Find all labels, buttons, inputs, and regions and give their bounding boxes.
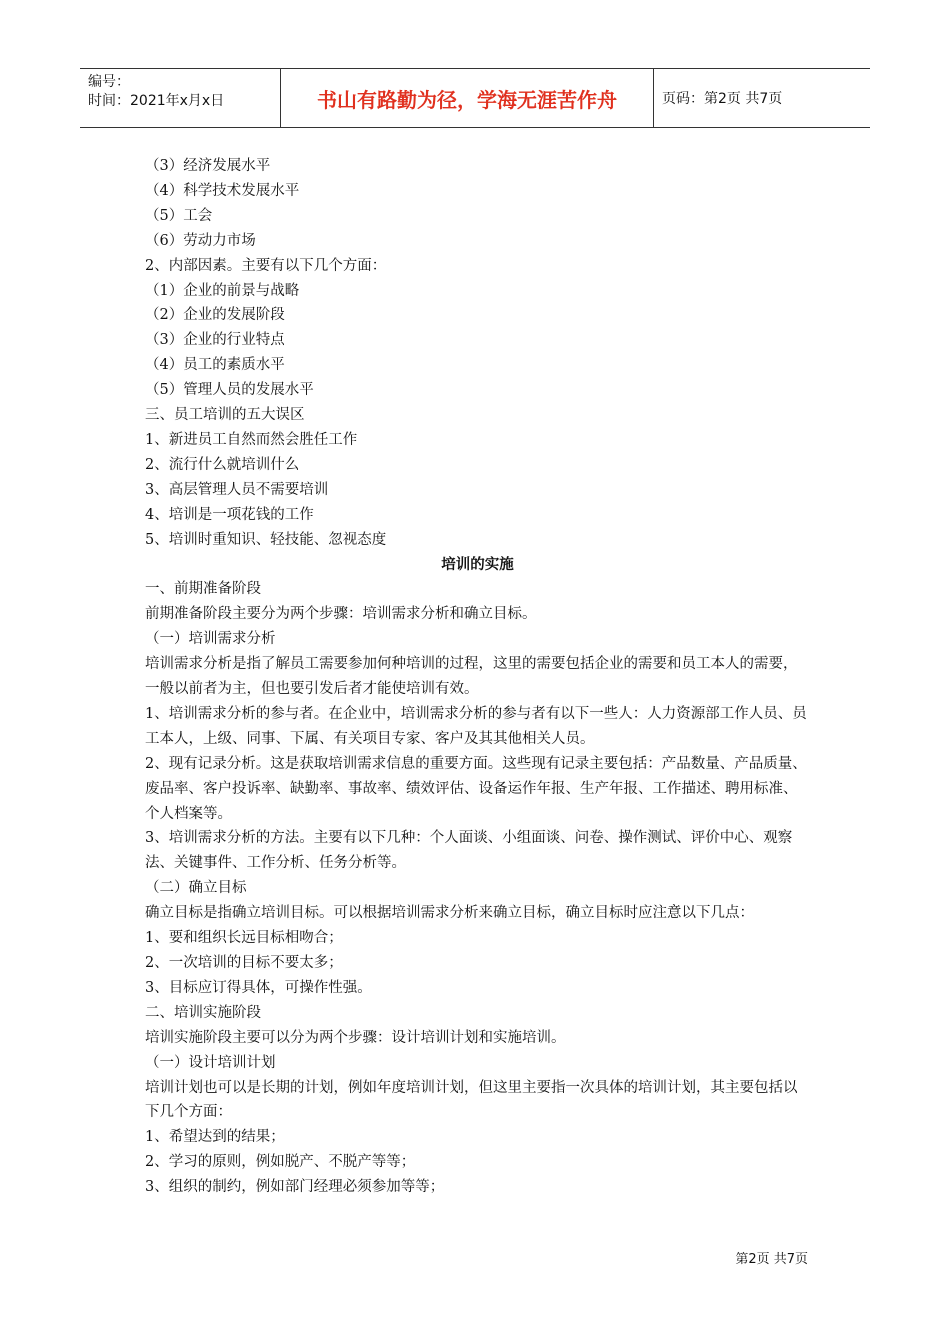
paragraph: 1、要和组织长远目标相吻合；	[145, 930, 343, 947]
paragraph: 4、培训是一项花钱的工作	[145, 506, 314, 523]
paragraph: 3、培训需求分析的方法。主要有以下几种：个人面谈、小组面谈、问卷、操作测试、评价中心、观察法、关键事件、工作分析、任务分析等。	[145, 830, 793, 872]
paragraph: 1、新进员工自然而然会胜任工作	[145, 431, 358, 448]
paragraph: 1、培训需求分析的参与者。在企业中，培训需求分析的参与者有以下一些人：人力资源部工作人员、员工本人，上级、同事、下属、有关项目专家、客户及其其他相关人员。	[145, 705, 807, 747]
document-body	[145, 154, 810, 1200]
header-page-number: 页码：第2页 共7页	[662, 91, 783, 107]
paragraph: 三、员工培训的五大误区	[145, 407, 305, 424]
page-footer: 第2页 共7页	[735, 1252, 808, 1267]
paragraph: （5）管理人员的发展水平	[145, 382, 314, 399]
time-label: 时间：2021年x月x日	[88, 93, 225, 109]
paragraph: （5）工会	[145, 207, 213, 224]
paragraph: 3、组织的制约，例如部门经理必须参加等等；	[145, 1179, 445, 1196]
paragraph: （3）企业的行业特点	[145, 332, 285, 349]
paragraph: 2、内部因素。主要有以下几个方面：	[145, 257, 387, 274]
paragraph: 培训需求分析是指了解员工需要参加何种培训的过程，这里的需要包括企业的需要和员工本人的需要，一般以前者为主，但也要引发后者才能使培训有效。	[145, 656, 798, 698]
paragraph: （一）设计培训计划	[145, 1054, 276, 1071]
header-meta	[80, 69, 281, 127]
paragraph: （1）企业的前景与战略	[145, 282, 300, 299]
paragraph: 培训实施阶段主要可以分为两个步骤：设计培训计划和实施培训。	[145, 1029, 566, 1046]
paragraph: （二）确立目标	[145, 880, 247, 897]
paragraph: 2、现有记录分析。这是获取培训需求信息的重要方面。这些现有记录主要包括：产品数量、产品质量、废品率、客户投诉率、缺勤率、事故率、绩效评估、设备运作年报、生产年报、工作描述、聘用标准、个人档案等。	[145, 755, 807, 822]
paragraph: 前期准备阶段主要分为两个步骤：培训需求分析和确立目标。	[145, 606, 537, 623]
paragraph: 一、前期准备阶段	[145, 581, 261, 598]
paragraph: 1、希望达到的结果；	[145, 1129, 285, 1146]
section-heading: 培训的实施	[441, 556, 514, 573]
paragraph: 5、培训时重知识、轻技能、忽视态度	[145, 531, 387, 548]
page-header	[80, 68, 870, 128]
paragraph: 培训计划也可以是长期的计划，例如年度培训计划，但这里主要指一次具体的培训计划，其主要包括以下几个方面：	[145, 1079, 798, 1121]
paragraph: 3、高层管理人员不需要培训	[145, 481, 329, 498]
paragraph: （4）员工的素质水平	[145, 357, 285, 374]
paragraph: 3、目标应订得具体，可操作性强。	[145, 979, 372, 996]
header-motto: 书山有路勤为径，学海无涯苦作舟	[281, 69, 654, 127]
paragraph: 2、学习的原则，例如脱产、不脱产等等；	[145, 1154, 416, 1171]
paragraph: 确立目标是指确立培训目标。可以根据培训需求分析来确立目标，确立目标时应注意以下几点：	[145, 905, 754, 922]
paragraph: （4）科学技术发展水平	[145, 182, 300, 199]
paragraph: （2）企业的发展阶段	[145, 307, 285, 324]
paragraph: 2、一次培训的目标不要太多；	[145, 955, 343, 971]
paragraph: 2、流行什么就培训什么	[145, 456, 300, 473]
paragraph: （6）劳动力市场	[145, 232, 256, 249]
paragraph: （一）培训需求分析	[145, 631, 276, 648]
paragraph: （3）经济发展水平	[145, 158, 271, 174]
number-label: 编号：	[88, 74, 130, 90]
paragraph: 二、培训实施阶段	[145, 1004, 261, 1021]
